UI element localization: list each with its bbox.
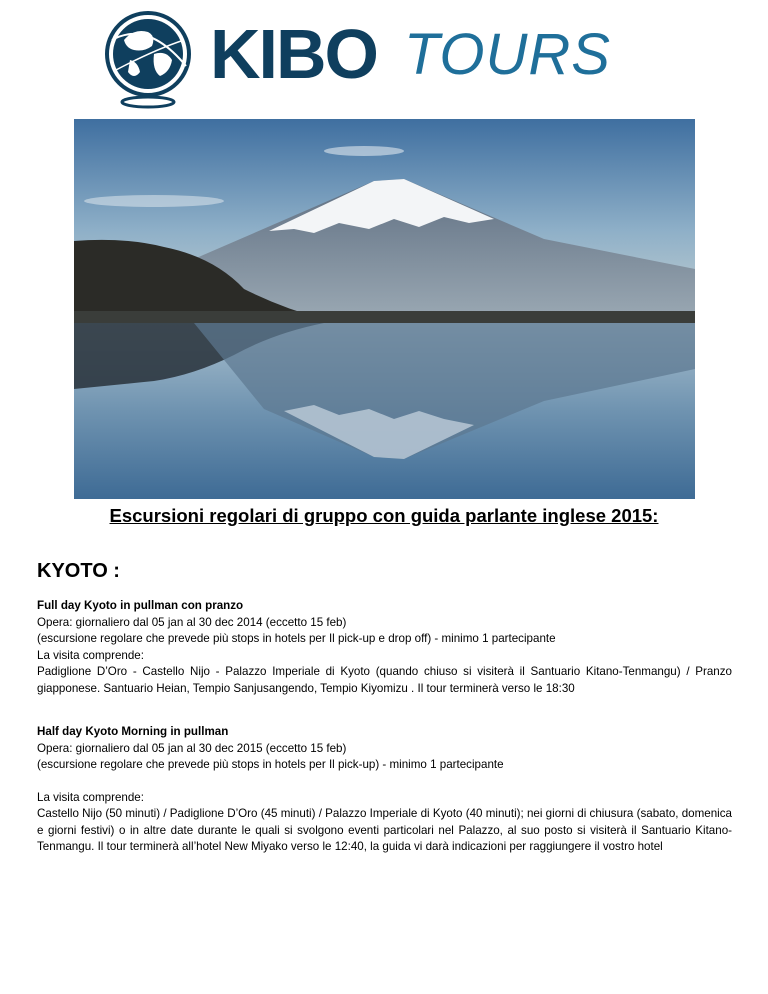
tour-section-full-day <box>37 598 732 697</box>
tour-note: (escursione regolare che prevede più stops in hotels per Il pick-up e drop off) - minimo 1 partecipante <box>37 632 556 645</box>
logo-brand: KIBO <box>210 15 377 93</box>
tour-schedule: Opera: giornaliero dal 05 jan al 30 dec 2014 (eccetto 15 feb) <box>37 615 347 629</box>
tour-title: Full day Kyoto in pullman con pranzo <box>37 599 244 612</box>
logo-suffix: TOURS <box>404 22 611 87</box>
tour-title: Half day Kyoto Morning in pullman <box>37 725 229 738</box>
tour-schedule: Opera: giornaliero dal 05 jan al 30 dec 2015 (eccetto 15 feb) <box>37 741 347 755</box>
tour-note: (escursione regolare che prevede più stops in hotels per Il pick-up) - minimo 1 partecipante <box>37 758 504 771</box>
tour-description: Padiglione D’Oro - Castello Nijo - Palazzo Imperiale di Kyoto (quando chiuso si visiterà il Santuario Kitano-Tenmangu) / Pranzo giapponese. Santuario Heian, Tempio Sanjusangendo, Tempio Kiyomizu . Il tour terminerà verso le 18:30 <box>37 665 732 695</box>
tour-section-half-day <box>37 724 732 856</box>
kibo-tours-logo <box>104 10 611 110</box>
city-title: KYOTO : <box>37 560 120 582</box>
globe-icon <box>104 10 194 110</box>
mount-fuji-photo <box>74 119 695 499</box>
tour-includes-label: La visita comprende: <box>37 648 144 662</box>
page-heading: Escursioni regolari di gruppo con guida parlante inglese 2015: <box>109 505 659 526</box>
tour-includes-label: La visita comprende: <box>37 790 144 804</box>
tour-description: Castello Nijo (50 minuti) / Padiglione D’Oro (45 minuti) / Palazzo Imperiale di Kyoto (40 minuti); nei giorni di chiusura (sabato, domenica e giorni festivi) o in altre date durante le quali si svolgono eventi particolari nel Palazzo, al suo posto si visiterà il Santuario Kitano-Tenmangu. Il tour terminerà all’hotel New Miyako verso le 12:40, la guida vi darà indicazioni per raggiungere il vostro hotel <box>37 807 732 853</box>
